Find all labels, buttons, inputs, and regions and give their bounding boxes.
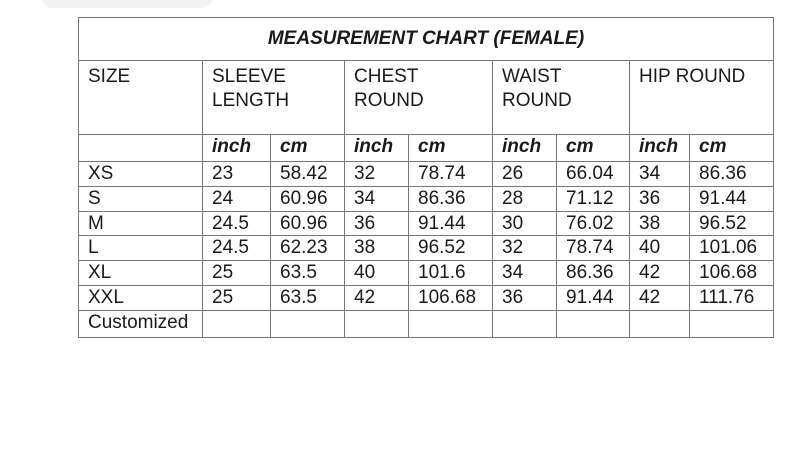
- unit-blank-cell: [79, 135, 203, 162]
- value-cell: 76.02: [557, 211, 630, 236]
- table-row: [79, 310, 774, 337]
- value-cell: 36: [345, 211, 409, 236]
- unit-cell: cm: [409, 135, 493, 162]
- unit-cell: cm: [557, 135, 630, 162]
- header-size: SIZE: [79, 61, 203, 135]
- value-cell: 24.5: [203, 236, 271, 261]
- value-cell: 34: [630, 162, 690, 187]
- value-cell: 26: [493, 162, 557, 187]
- value-cell: 60.96: [271, 186, 345, 211]
- header-waist-round: WAIST ROUND: [493, 61, 630, 135]
- value-cell: 86.36: [409, 186, 493, 211]
- value-cell: 32: [345, 162, 409, 187]
- value-cell: [557, 310, 630, 337]
- value-cell: [203, 310, 271, 337]
- table-row: [79, 261, 774, 286]
- value-cell: 34: [345, 186, 409, 211]
- value-cell: 63.5: [271, 261, 345, 286]
- value-cell: 91.44: [409, 211, 493, 236]
- value-cell: 42: [345, 285, 409, 310]
- value-cell: 78.74: [409, 162, 493, 187]
- value-cell: 30: [493, 211, 557, 236]
- value-cell: 96.52: [409, 236, 493, 261]
- size-cell: XS: [79, 162, 203, 187]
- value-cell: 91.44: [690, 186, 774, 211]
- value-cell: 106.68: [409, 285, 493, 310]
- value-cell: 106.68: [690, 261, 774, 286]
- unit-cell: cm: [271, 135, 345, 162]
- value-cell: 34: [493, 261, 557, 286]
- value-cell: 38: [630, 211, 690, 236]
- value-cell: 24.5: [203, 211, 271, 236]
- value-cell: [409, 310, 493, 337]
- value-cell: 91.44: [557, 285, 630, 310]
- unit-cell: cm: [690, 135, 774, 162]
- value-cell: 25: [203, 285, 271, 310]
- header-hip-round: HIP ROUND: [630, 61, 774, 135]
- unit-cell: inch: [630, 135, 690, 162]
- value-cell: 40: [345, 261, 409, 286]
- header-sleeve-length: SLEEVE LENGTH: [203, 61, 345, 135]
- value-cell: 42: [630, 285, 690, 310]
- value-cell: 86.36: [557, 261, 630, 286]
- table-title: MEASUREMENT CHART (FEMALE): [79, 18, 774, 61]
- header-chest-round: CHEST ROUND: [345, 61, 493, 135]
- unit-cell: inch: [203, 135, 271, 162]
- value-cell: 101.6: [409, 261, 493, 286]
- table-row: [79, 162, 774, 187]
- value-cell: 63.5: [271, 285, 345, 310]
- value-cell: 101.06: [690, 236, 774, 261]
- size-cell: S: [79, 186, 203, 211]
- size-cell: L: [79, 236, 203, 261]
- table-row: [79, 285, 774, 310]
- table-row: [79, 236, 774, 261]
- value-cell: 32: [493, 236, 557, 261]
- value-cell: [690, 310, 774, 337]
- value-cell: 60.96: [271, 211, 345, 236]
- value-cell: 24: [203, 186, 271, 211]
- table-row: [79, 211, 774, 236]
- table-row: [79, 186, 774, 211]
- value-cell: 111.76: [690, 285, 774, 310]
- value-cell: 23: [203, 162, 271, 187]
- value-cell: 40: [630, 236, 690, 261]
- value-cell: 38: [345, 236, 409, 261]
- value-cell: 25: [203, 261, 271, 286]
- value-cell: [493, 310, 557, 337]
- value-cell: 62.23: [271, 236, 345, 261]
- corner-tab: [42, 0, 212, 8]
- value-cell: 86.36: [690, 162, 774, 187]
- size-cell: XXL: [79, 285, 203, 310]
- value-cell: [630, 310, 690, 337]
- value-cell: 28: [493, 186, 557, 211]
- size-cell: Customized: [79, 310, 203, 337]
- value-cell: 36: [493, 285, 557, 310]
- value-cell: 96.52: [690, 211, 774, 236]
- measurement-chart-table: [78, 17, 774, 338]
- value-cell: 66.04: [557, 162, 630, 187]
- unit-cell: inch: [493, 135, 557, 162]
- value-cell: 42: [630, 261, 690, 286]
- size-cell: M: [79, 211, 203, 236]
- size-cell: XL: [79, 261, 203, 286]
- unit-cell: inch: [345, 135, 409, 162]
- value-cell: 58.42: [271, 162, 345, 187]
- value-cell: 78.74: [557, 236, 630, 261]
- value-cell: [271, 310, 345, 337]
- value-cell: 36: [630, 186, 690, 211]
- value-cell: 71.12: [557, 186, 630, 211]
- value-cell: [345, 310, 409, 337]
